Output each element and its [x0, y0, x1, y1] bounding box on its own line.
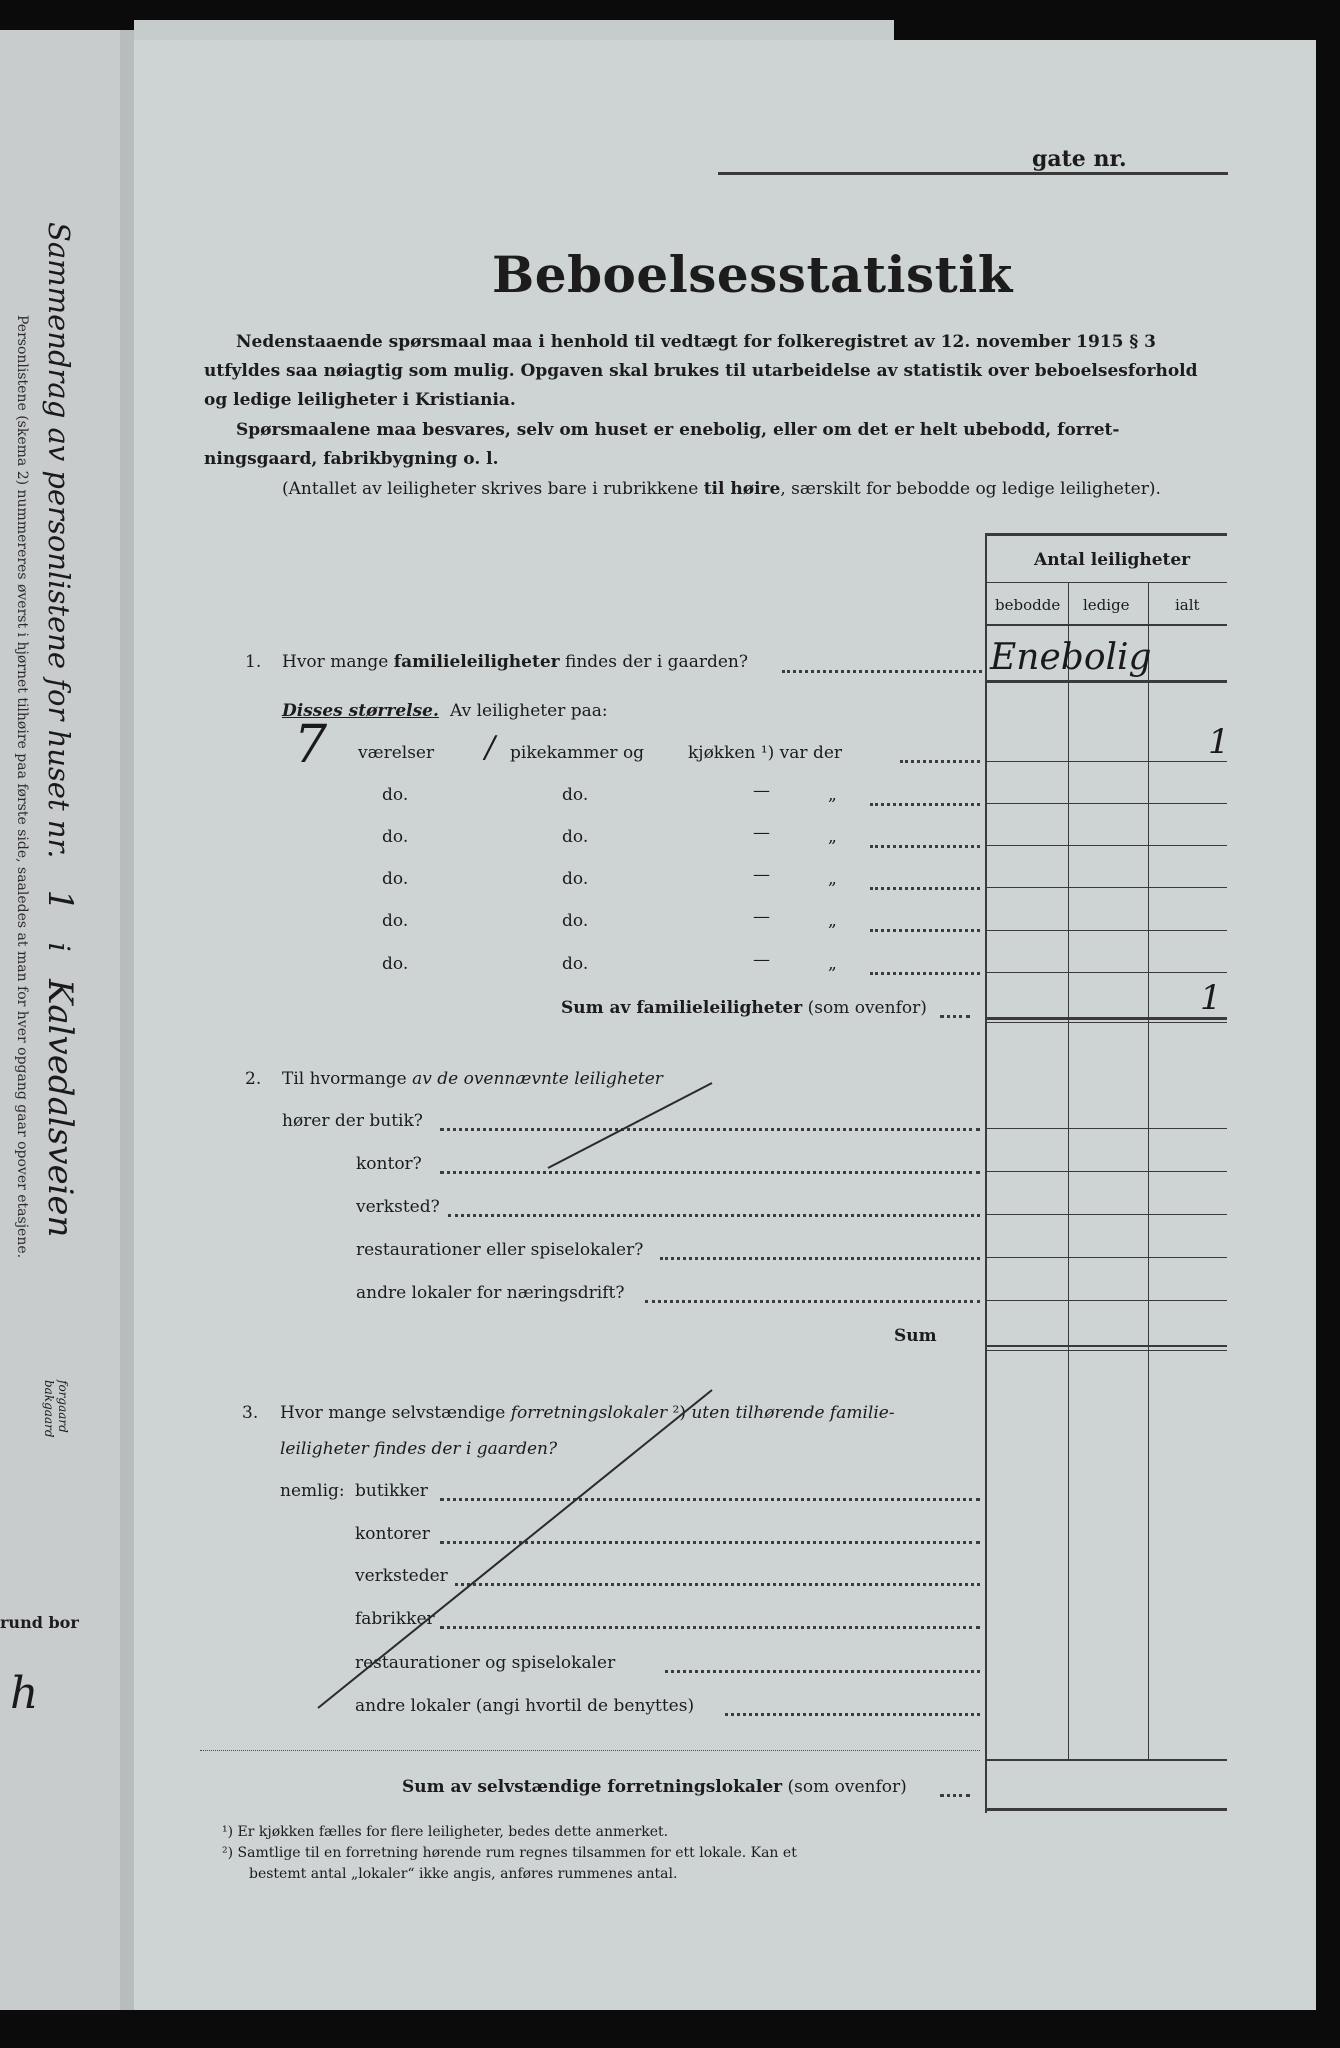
intro-line-1: Nedenstaaende spørsmaal maa i henhold til vedtægt for folkeregistret av 12. november 1915 § 3: [236, 332, 1157, 352]
footnote-2-line-2: bestemt antal „lokaler“ ikke angis, anføres rummenes antal.: [249, 1866, 678, 1882]
q2-row-1: hører der butik?: [282, 1111, 423, 1131]
q2-number: 2.: [245, 1069, 262, 1089]
q1-row-do: do.: [562, 785, 589, 805]
q1-row-do: do.: [382, 911, 409, 931]
q1-row-quote: „: [828, 911, 837, 931]
q1-av-leil: Av leiligheter paa:: [450, 701, 608, 721]
q1-row-do: do.: [562, 827, 589, 847]
intro-line-6: (Antallet av leiligheter skrives bare i rubrikkene til høire, særskilt for bebodde og ledige leiligheter).: [282, 479, 1161, 499]
q3-number: 3.: [242, 1403, 259, 1423]
q3-row-6: andre lokaler (angi hvortil de benyttes): [355, 1696, 695, 1716]
q1-row-do: do.: [562, 869, 589, 889]
q1-text: Hvor mange familieleiligheter findes der i gaarden?: [282, 652, 748, 672]
handwritten-pike: /: [485, 730, 496, 765]
q2-sum: Sum: [894, 1326, 937, 1346]
intro-line-2: utfyldes saa nøiagtig som mulig. Opgaven skal brukes til utarbeidelse av statistik over beboelsesforhold: [204, 361, 1198, 381]
table-title: Antal leiligheter: [1034, 550, 1191, 570]
q3-nemlig: nemlig:: [280, 1481, 345, 1501]
q2-row-3: verksted?: [356, 1197, 440, 1217]
q1-vaerelser: værelser: [358, 743, 435, 763]
q1-sum: Sum av familieleiligheter (som ovenfor): [561, 998, 927, 1018]
q2-row-4: restaurationer eller spiselokaler?: [356, 1240, 644, 1260]
q3-row-4: fabrikker: [355, 1609, 435, 1629]
q3-row-1: butikker: [355, 1481, 428, 1501]
page-title: Beboelsesstatistik: [492, 245, 1013, 304]
handwritten-enebolig: Enebolig: [990, 637, 1152, 678]
q3-row-2: kontorer: [355, 1524, 430, 1544]
q1-row-do: do.: [382, 869, 409, 889]
left-page-instruction: Personlistene (skema 2) nummereres øverst i hjørnet tilhøire paa første side, saaledes at man for hver opgang gaar opover etasjene.: [14, 315, 30, 1259]
q1-row-do: do.: [382, 785, 409, 805]
cancel-line-q2: [548, 1083, 712, 1168]
q1-row-quote: „: [828, 954, 837, 974]
q2-row-2: kontor?: [356, 1154, 422, 1174]
footnote-2-line-1: ²) Samtlige til en forretning hørende rum regnes tilsammen for ett lokale. Kan et: [222, 1845, 797, 1861]
q3-text: Hvor mange selvstændige forretningslokaler ²) uten tilhørende familie-: [280, 1403, 895, 1423]
footnote-1: ¹) Er kjøkken fælles for flere leiligheter, bedes dette anmerket.: [222, 1824, 669, 1840]
q1-disses: Disses størrelse.: [282, 701, 439, 721]
q1-pikekammer: pikekammer og: [510, 743, 645, 763]
q1-row-quote: „: [828, 827, 837, 847]
handwritten-rooms: 7: [294, 715, 328, 775]
q2-text: Til hvormange av de ovennævnte leiligheter: [282, 1069, 663, 1089]
left-page-forgaard: forgaard: [56, 1380, 70, 1433]
left-page-bakgaard: bakgaard: [42, 1380, 56, 1438]
q2-row-5: andre lokaler for næringsdrift?: [356, 1283, 625, 1303]
q1-row-dash: —: [753, 865, 770, 885]
q1-row-quote: „: [828, 869, 837, 889]
left-page-handwriting: h: [10, 1668, 39, 1719]
intro-line-5: ningsgaard, fabrikbygning o. l.: [204, 449, 499, 469]
q1-row-do: do.: [562, 911, 589, 931]
q1-number: 1.: [245, 652, 262, 672]
left-page-title: Sammendrag av personlistene for huset nr. 1 i Kalvedalsveien: [40, 222, 80, 1238]
gate-nr-label: gate nr.: [1032, 146, 1127, 172]
q3-row-3: verksteder: [355, 1566, 448, 1586]
intro-line-3: og ledige leiligheter i Kristiania.: [204, 390, 516, 410]
q1-row-do: do.: [382, 954, 409, 974]
q1-row-quote: „: [828, 785, 837, 805]
q3-sum: Sum av selvstændige forretningslokaler (som ovenfor): [402, 1777, 907, 1797]
table-col-ialt: ialt: [1175, 596, 1200, 614]
q1-row-dash: —: [753, 950, 770, 970]
table-col-ledige: ledige: [1083, 596, 1130, 614]
table-col-bebodde: bebodde: [995, 596, 1061, 614]
left-page-grund-bor: rund bor: [0, 1613, 79, 1632]
q1-kjokken: kjøkken ¹) var der: [688, 743, 843, 763]
q1-row-dash: —: [753, 823, 770, 843]
cancel-line-q3: [318, 1390, 712, 1708]
q3-text-line2: leiligheter findes der i gaarden?: [280, 1439, 558, 1459]
q1-row-do: do.: [382, 827, 409, 847]
q1-row-dash: —: [753, 907, 770, 927]
q1-row-do: do.: [562, 954, 589, 974]
q3-row-5: restaurationer og spiselokaler: [355, 1653, 616, 1673]
handwritten-sum-1: 1: [1200, 978, 1222, 1018]
intro-line-4: Spørsmaalene maa besvares, selv om huset er enebolig, eller om det er helt ubebodd, forret-: [236, 420, 1120, 440]
handwritten-ialt-1: 1: [1208, 722, 1230, 762]
q1-row-dash: —: [753, 781, 770, 801]
